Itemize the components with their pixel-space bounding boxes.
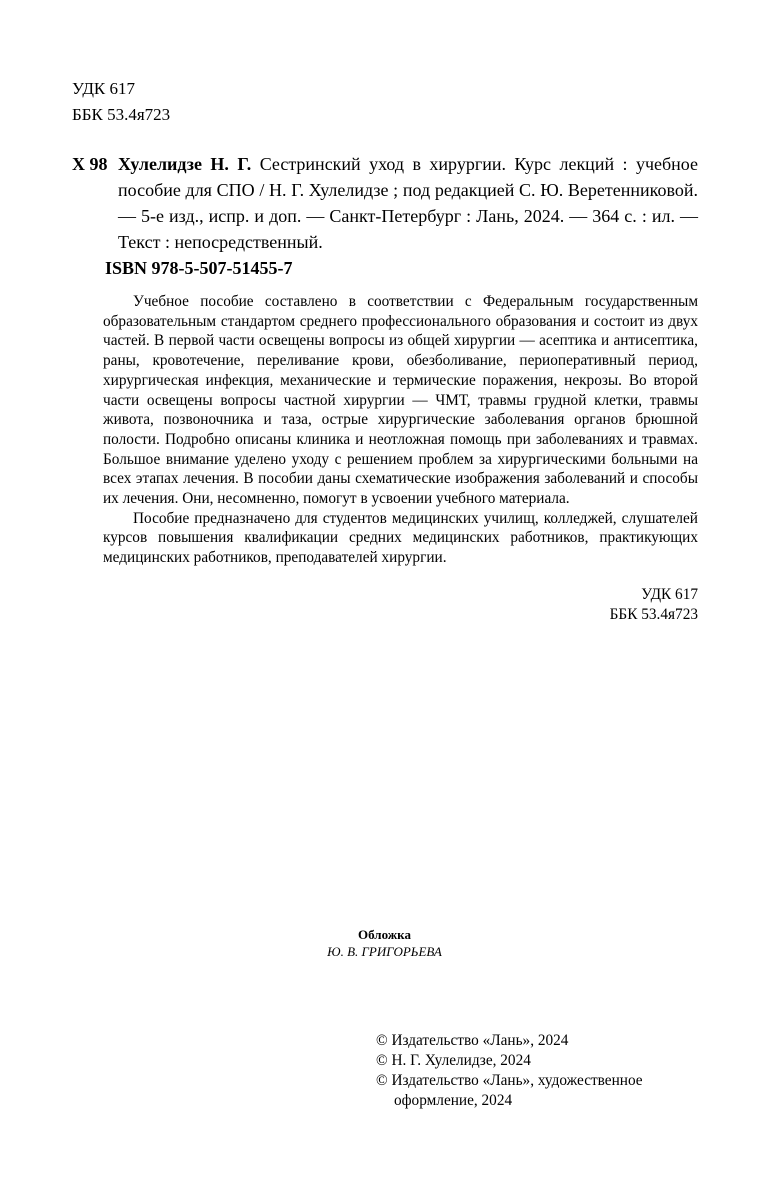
bib-author: Хулелидзе Н. Г. bbox=[118, 154, 252, 174]
isbn: ISBN 978-5-507-51455-7 bbox=[105, 258, 293, 278]
bib-description: Сестринский уход в хирургии. Курс лекций : учебное пособие для СПО / Н. Г. Хулелидзе ; под редакцией С. Ю. Веретенниковой. — 5-е изд., испр. и доп. — Санкт-Петербург : Лань, 2024. — 364 с. : ил. — Текст : непосредственный. bbox=[118, 154, 698, 252]
classification-codes-bottom bbox=[610, 585, 698, 624]
copyright-line: оформление, 2024 bbox=[394, 1092, 513, 1109]
copyright-line: © Издательство «Лань», 2024 bbox=[376, 1032, 569, 1049]
copyright-line: © Издательство «Лань», художественное bbox=[376, 1072, 643, 1089]
annotation-paragraph: Пособие предназначено для студентов медицинских училищ, колледжей, слушателей курсов повышения квалификации средних медицинских работников, практикующих медицинских работников, преподавателей хирургии. bbox=[103, 509, 698, 567]
copyright-block bbox=[376, 1031, 643, 1111]
author-sign: Х 98 bbox=[72, 154, 108, 174]
annotation bbox=[103, 292, 698, 568]
udc-code: УДК 617 bbox=[641, 586, 698, 603]
bibliographic-record bbox=[118, 151, 698, 255]
bbk-code: ББК 53.4я723 bbox=[609, 605, 698, 623]
cover-credit bbox=[0, 926, 769, 960]
annotation-paragraph: Учебное пособие составлено в соответствии с Федеральным государственным образовательным стандартом среднего профессионального образования и состоит из двух частей. В первой части освещены вопросы из общей хирургии — асептика и антисептика, раны, кровотечение, переливание крови, обезболивание, периоперативный период, хирургическая инфекция, механические и термические поражения, некрозы. Во второй части освещены вопросы частной хирургии — ЧМТ, травмы грудной клетки, травмы живота, позвоночника и таза, острые хирургические заболевания органов брюшной полости. Подробно описаны клиника и неотложная помощь при заболеваниях и травмах. Большое внимание уделено уходу с решением проблем за хирургическими больными на всех этапах лечения. В пособии даны схематические изображения заболеваний и способы их лечения. Они, несомненно, помогут в усвоении учебного материала. bbox=[103, 293, 698, 508]
copyright-line: © Н. Г. Хулелидзе, 2024 bbox=[376, 1052, 531, 1069]
classification-codes-top bbox=[72, 76, 170, 128]
cover-label: Обложка bbox=[358, 927, 411, 942]
bbk-code: ББК 53.4я723 bbox=[72, 105, 171, 124]
udc-code: УДК 617 bbox=[72, 79, 136, 98]
cover-designer: Ю. В. ГРИГОРЬЕВА bbox=[327, 944, 442, 959]
